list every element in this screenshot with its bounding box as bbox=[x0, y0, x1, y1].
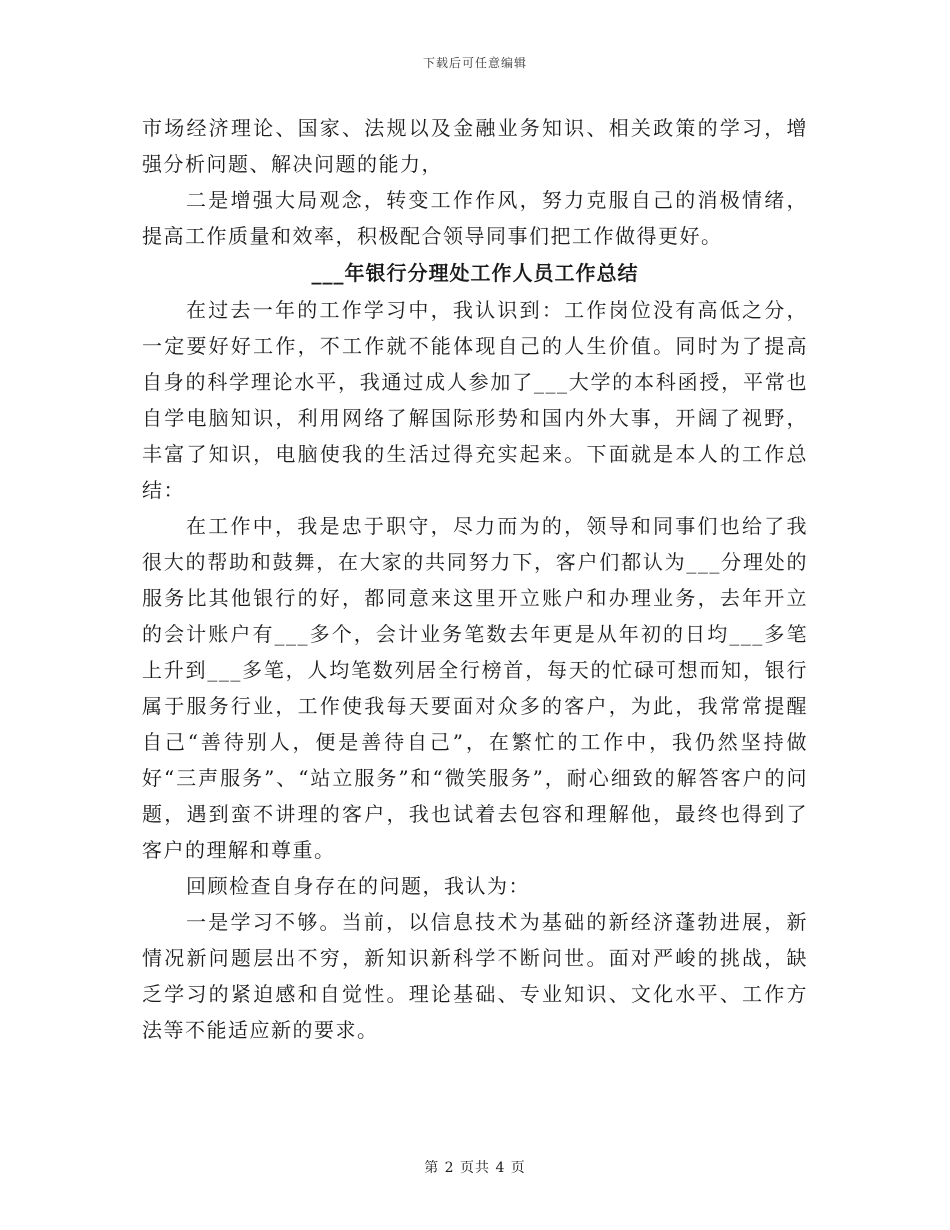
paragraph-point-one: 一是学习不够。当前，以信息技术为基础的新经济蓬勃进展，新情况新问题层出不穷，新知识新科学不断问世。面对严峻的挑战，缺乏学习的紧迫感和自觉性。理论基础、专业知识、文化水平、工作方法等不能适应新的要求。 bbox=[142, 910, 808, 1042]
paragraph-continued: 市场经济理论、国家、法规以及金融业务知识、相关政策的学习，增强分析问题、解决问题的能力， bbox=[142, 116, 808, 176]
page-number: 第 2 页共 4 页 bbox=[424, 1160, 526, 1176]
paragraph-review: 回顾检查自身存在的问题，我认为： bbox=[186, 874, 530, 898]
header-note: 下载后可任意编辑 bbox=[422, 56, 527, 70]
paragraph-work: 在工作中，我是忠于职守，尽力而为的，领导和同事们也给了我很大的帮助和鼓舞，在大家的共同努力下，客户们都认为___分理处的服务比其他银行的好，都同意来这里开立账户和办理业务，去年开立的会计账户有___多个，会计业务笔数去年更是从年初的日均___多笔上升到___多笔，人均笔数列居全行榜首，每天的忙碌可想而知，银行属于服务行业，工作使我每天要面对众多的客户，为此，我常常提醒自己“善待别人，便是善待自己”，在繁忙的工作中，我仍然坚持做好“三声服务”、“站立服务”和“微笑服务”，耐心细致的解答客户的问题，遇到蛮不讲理的客户，我也试着去包容和理解他，最终也得到了客户的理解和尊重。 bbox=[142, 514, 808, 862]
paragraph-intro: 在过去一年的工作学习中，我认识到：工作岗位没有高低之分，一定要好好工作，不工作就不能体现自己的人生价值。同时为了提高自身的科学理论水平，我通过成人参加了___大学的本科函授，平常也自学电脑知识，利用网络了解国际形势和国内外大事，开阔了视野，丰富了知识，电脑使我的生活过得充实起来。下面就是本人的工作总结： bbox=[142, 298, 808, 502]
document-title: ___年银行分理处工作人员工作总结 bbox=[311, 261, 639, 285]
paragraph-point-two: 二是增强大局观念，转变工作作风，努力克服自己的消极情绪，提高工作质量和效率，积极配合领导同事们把工作做得更好。 bbox=[142, 188, 808, 248]
document-body bbox=[142, 110, 808, 1048]
